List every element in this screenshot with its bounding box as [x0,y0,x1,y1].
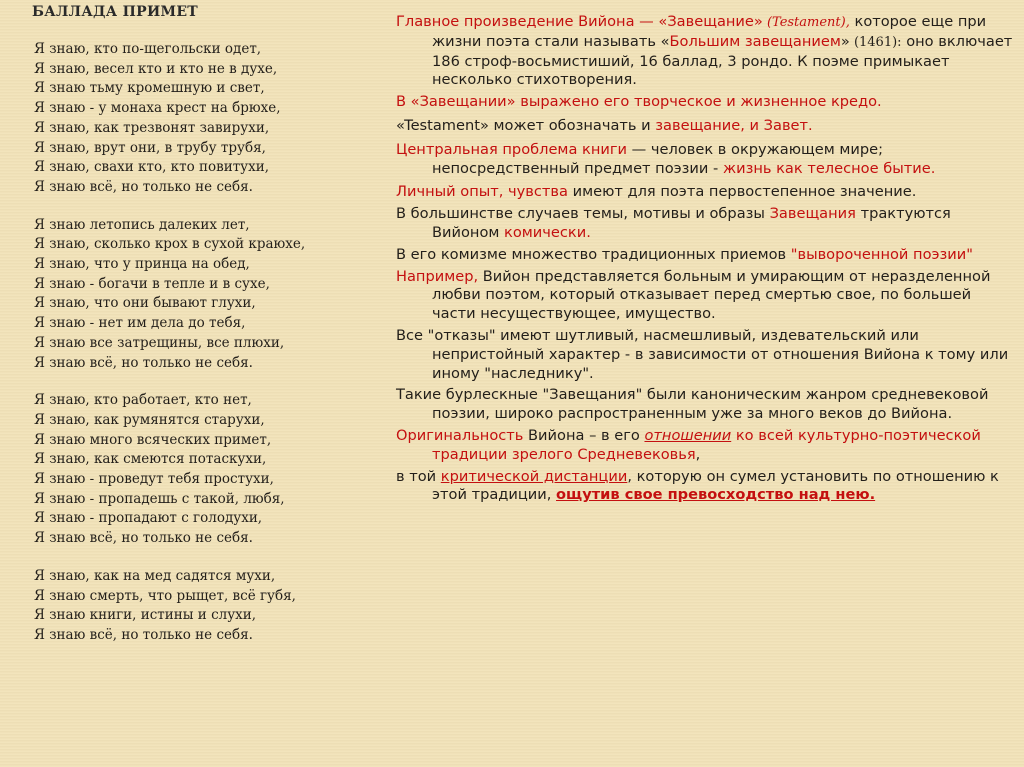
stanza [34,216,384,374]
poem-line: Я знаю - пропадешь с такой, любя, [34,490,285,507]
poem-line: Я знаю, кто работает, кто нет, [34,392,252,409]
poem-line: Я знаю смерть, что рыщет, всё губя, [34,587,296,604]
poem-line: Я знаю тьму кромешную и свет, [34,80,265,97]
poem-line: Я знаю, кто по-щегольски одет, [34,41,262,57]
paragraph-credo: В «Завещании» выражено его творческое и жизненное кредо. [396,93,882,111]
stanza [34,567,384,646]
poem-line: Я знаю книги, истины и слухи, [34,607,257,624]
poem-line: Я знаю, сколько крох в сухой краюхе, [34,236,306,253]
poem-line: Я знаю много всяческих примет, [34,431,272,448]
poem-line: Я знаю, врут они, в трубу трубя, [34,139,266,156]
poem-line: Я знаю всё, но только не себя. [34,530,253,547]
paragraph-originality: Оригинальность Вийона – в его отношении ко всей культурно-поэтической традиции зрелого Средневековья, [396,426,981,463]
stanza [34,40,384,198]
paragraph-testament-meaning: «Testament» может обозначать и завещание, и Завет. [396,116,813,134]
paragraph-critical-distance: в той критической дистанции, которую он сумел установить по отношению к этой традиции, ощутив свое превосходство над нею. [396,467,999,504]
poem-line: Я знаю - богачи в тепле и в сухе, [34,275,270,292]
poem-line: Я знаю - проведут тебя простухи, [34,471,274,488]
stanza [34,391,384,549]
poem-line: Я знаю, как смеются потаскухи, [34,451,267,468]
paragraph-refusals: Все "отказы" имеют шутливый, насмешливый, издевательский или непристойный характер - в зависимости от отношения Вийона к тому или иному "наследнику". [396,326,1009,382]
poem-line: Я знаю, что они бывают глухи, [34,295,256,312]
ballad-stanzas [34,40,384,646]
poem-line: Я знаю, свахи кто, кто повитухи, [34,159,270,176]
poem-line: Я знаю, как румянятся старухи, [34,411,265,428]
paragraph-personal-experience: Личный опыт, чувства имеют для поэта первостепенное значение. [396,183,917,201]
poem-line: Я знаю всё, но только не себя. [34,354,253,371]
poem-line: Я знаю, весел кто и кто не в духе, [34,60,278,77]
poem-line: Я знаю летопись далеких лет, [34,216,250,233]
paragraph-comedy-techniques: В его комизме множество традиционных приемов "вывороченной поэзии" [396,245,973,263]
paragraph-comic-treatment: В большинстве случаев темы, мотивы и образы Завещания трактуются Вийоном комически. [396,205,951,241]
paragraph-burlesque: Такие бурлескные "Завещания" были каноническим жанром средневековой поэзии, широко распространенным уже за много веков до Вийона. [396,386,989,423]
poem-line: Я знаю - пропадают с голодухи, [34,510,263,527]
poem-line: Я знаю всё, но только не себя. [34,626,253,643]
paragraph-central-problem: Центральная проблема книги — человек в окружающем мире; непосредственный предмет поэзии - жизнь как телесное бытие. [396,140,936,177]
poem-line: Я знаю, что у принца на обед, [34,256,250,273]
ballad-column [34,4,384,664]
poem-line: Я знаю - нет им дела до тебя, [34,315,246,332]
poem-line: Я знаю, как трезвонят завирухи, [34,119,270,136]
poem-line: Я знаю все затрещины, все плюхи, [34,334,285,351]
paragraph-example: Например, Вийон представляется больным и умирающим от неразделенной любви поэтом, который отказывает перед смертью свое, по большей части несуществующее, имущество. [396,267,991,323]
poem-line: Я знаю всё, но только не себя. [34,178,253,195]
paragraph-main-work: Главное произведение Вийона — «Завещание» (Testament), которое еще при жизни поэта стали называть «Большим завещанием» (1461): оно включает 186 строф-восьмистиший, 16 баллад, 3 рондо. К поэме примыкает несколько стихотворения. [396,13,1013,89]
ballad-title: БАЛЛАДА ПРИМЕТ [32,4,199,20]
commentary-column [396,13,1016,508]
poem-line: Я знаю, как на мед садятся мухи, [34,567,276,584]
poem-line: Я знаю - у монаха крест на брюхе, [34,100,281,117]
